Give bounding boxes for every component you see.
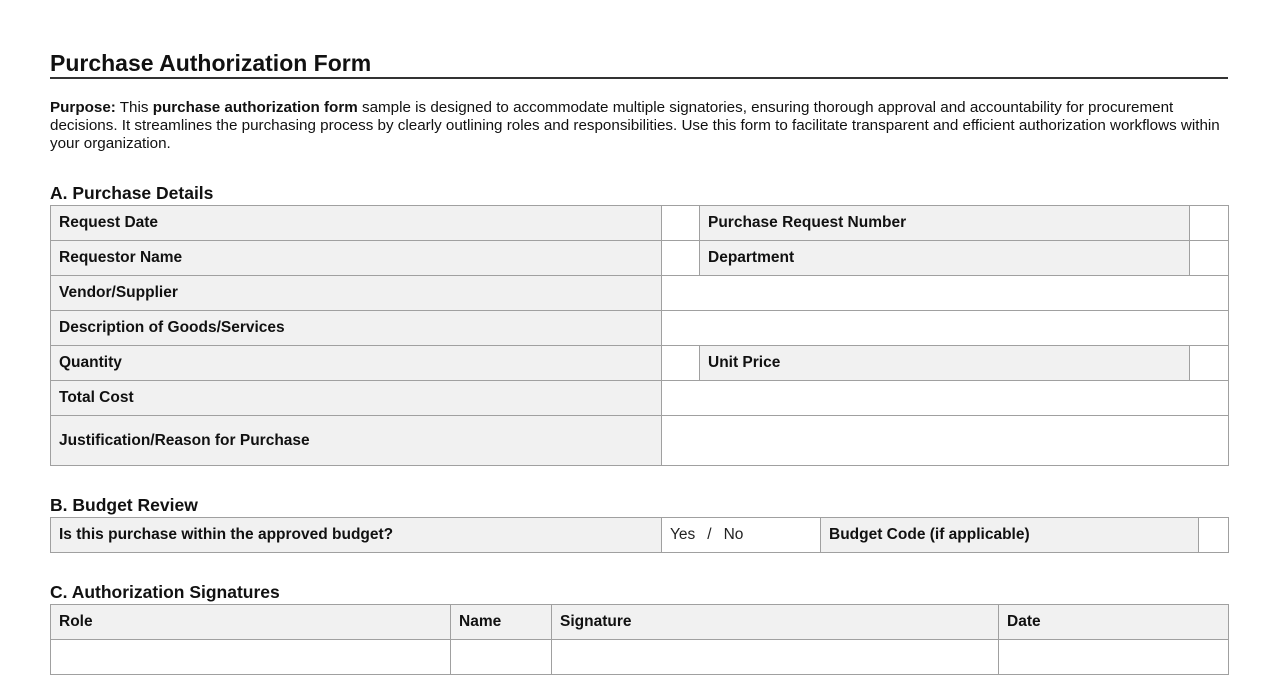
purchase-details-table <box>50 205 1229 466</box>
section-c-heading: C. Authorization Signatures <box>50 582 280 602</box>
request-date-label: Request Date <box>51 206 662 241</box>
title-divider <box>50 77 1228 79</box>
table-row <box>51 518 1229 553</box>
budget-question-label: Is this purchase within the approved budget? <box>51 518 662 553</box>
budget-code-label: Budget Code (if applicable) <box>821 518 1199 553</box>
budget-code-field[interactable] <box>1199 518 1229 553</box>
table-row <box>51 206 1229 241</box>
purpose-text-1: This <box>115 99 153 116</box>
column-header-signature: Signature <box>552 605 999 640</box>
table-row <box>51 346 1229 381</box>
table-row <box>51 640 1229 675</box>
description-field[interactable] <box>662 311 1229 346</box>
department-label: Department <box>700 241 1190 276</box>
date-field[interactable] <box>999 640 1229 675</box>
authorization-signatures-table <box>50 604 1229 675</box>
table-header-row <box>51 605 1229 640</box>
quantity-label: Quantity <box>51 346 662 381</box>
purchase-request-number-field[interactable] <box>1190 206 1229 241</box>
purpose-emphasis: purchase authorization form <box>152 99 358 116</box>
page-title: Purchase Authorization Form <box>50 50 372 76</box>
description-label: Description of Goods/Services <box>51 311 662 346</box>
column-header-name: Name <box>451 605 552 640</box>
section-a-heading: A. Purchase Details <box>50 183 214 203</box>
department-field[interactable] <box>1190 241 1229 276</box>
total-cost-label: Total Cost <box>51 381 662 416</box>
budget-yes-no-field <box>662 518 821 553</box>
option-separator: / <box>707 526 712 543</box>
purpose-label: Purpose: <box>50 99 116 116</box>
request-date-field[interactable] <box>662 206 700 241</box>
table-row <box>51 381 1229 416</box>
unit-price-label: Unit Price <box>700 346 1190 381</box>
purpose-text-2: sample is designed to accommodate multiple signatories, ensuring thorough approval and accountability for procurement decisions. It streamlines the purchasing process by clearly outlining roles and responsibilities. Use this form to facilitate transparent and efficient authorization workflows within your organization. <box>50 99 1220 152</box>
column-header-date: Date <box>999 605 1229 640</box>
vendor-supplier-field[interactable] <box>662 276 1229 311</box>
table-row <box>51 416 1229 466</box>
section-b-heading: B. Budget Review <box>50 495 198 515</box>
column-header-role: Role <box>51 605 451 640</box>
yes-option[interactable]: Yes <box>670 526 696 543</box>
quantity-field[interactable] <box>662 346 700 381</box>
table-row <box>51 311 1229 346</box>
budget-review-table <box>50 517 1229 553</box>
no-option[interactable]: No <box>723 526 744 543</box>
total-cost-field[interactable] <box>662 381 1229 416</box>
signature-field[interactable] <box>552 640 999 675</box>
purchase-request-number-label: Purchase Request Number <box>700 206 1190 241</box>
requestor-name-field[interactable] <box>662 241 700 276</box>
unit-price-field[interactable] <box>1190 346 1229 381</box>
name-field[interactable] <box>451 640 552 675</box>
requestor-name-label: Requestor Name <box>51 241 662 276</box>
table-row <box>51 241 1229 276</box>
table-row <box>51 276 1229 311</box>
justification-label: Justification/Reason for Purchase <box>51 416 662 466</box>
purpose-paragraph <box>50 99 1228 153</box>
justification-field[interactable] <box>662 416 1229 466</box>
role-field[interactable] <box>51 640 451 675</box>
vendor-supplier-label: Vendor/Supplier <box>51 276 662 311</box>
